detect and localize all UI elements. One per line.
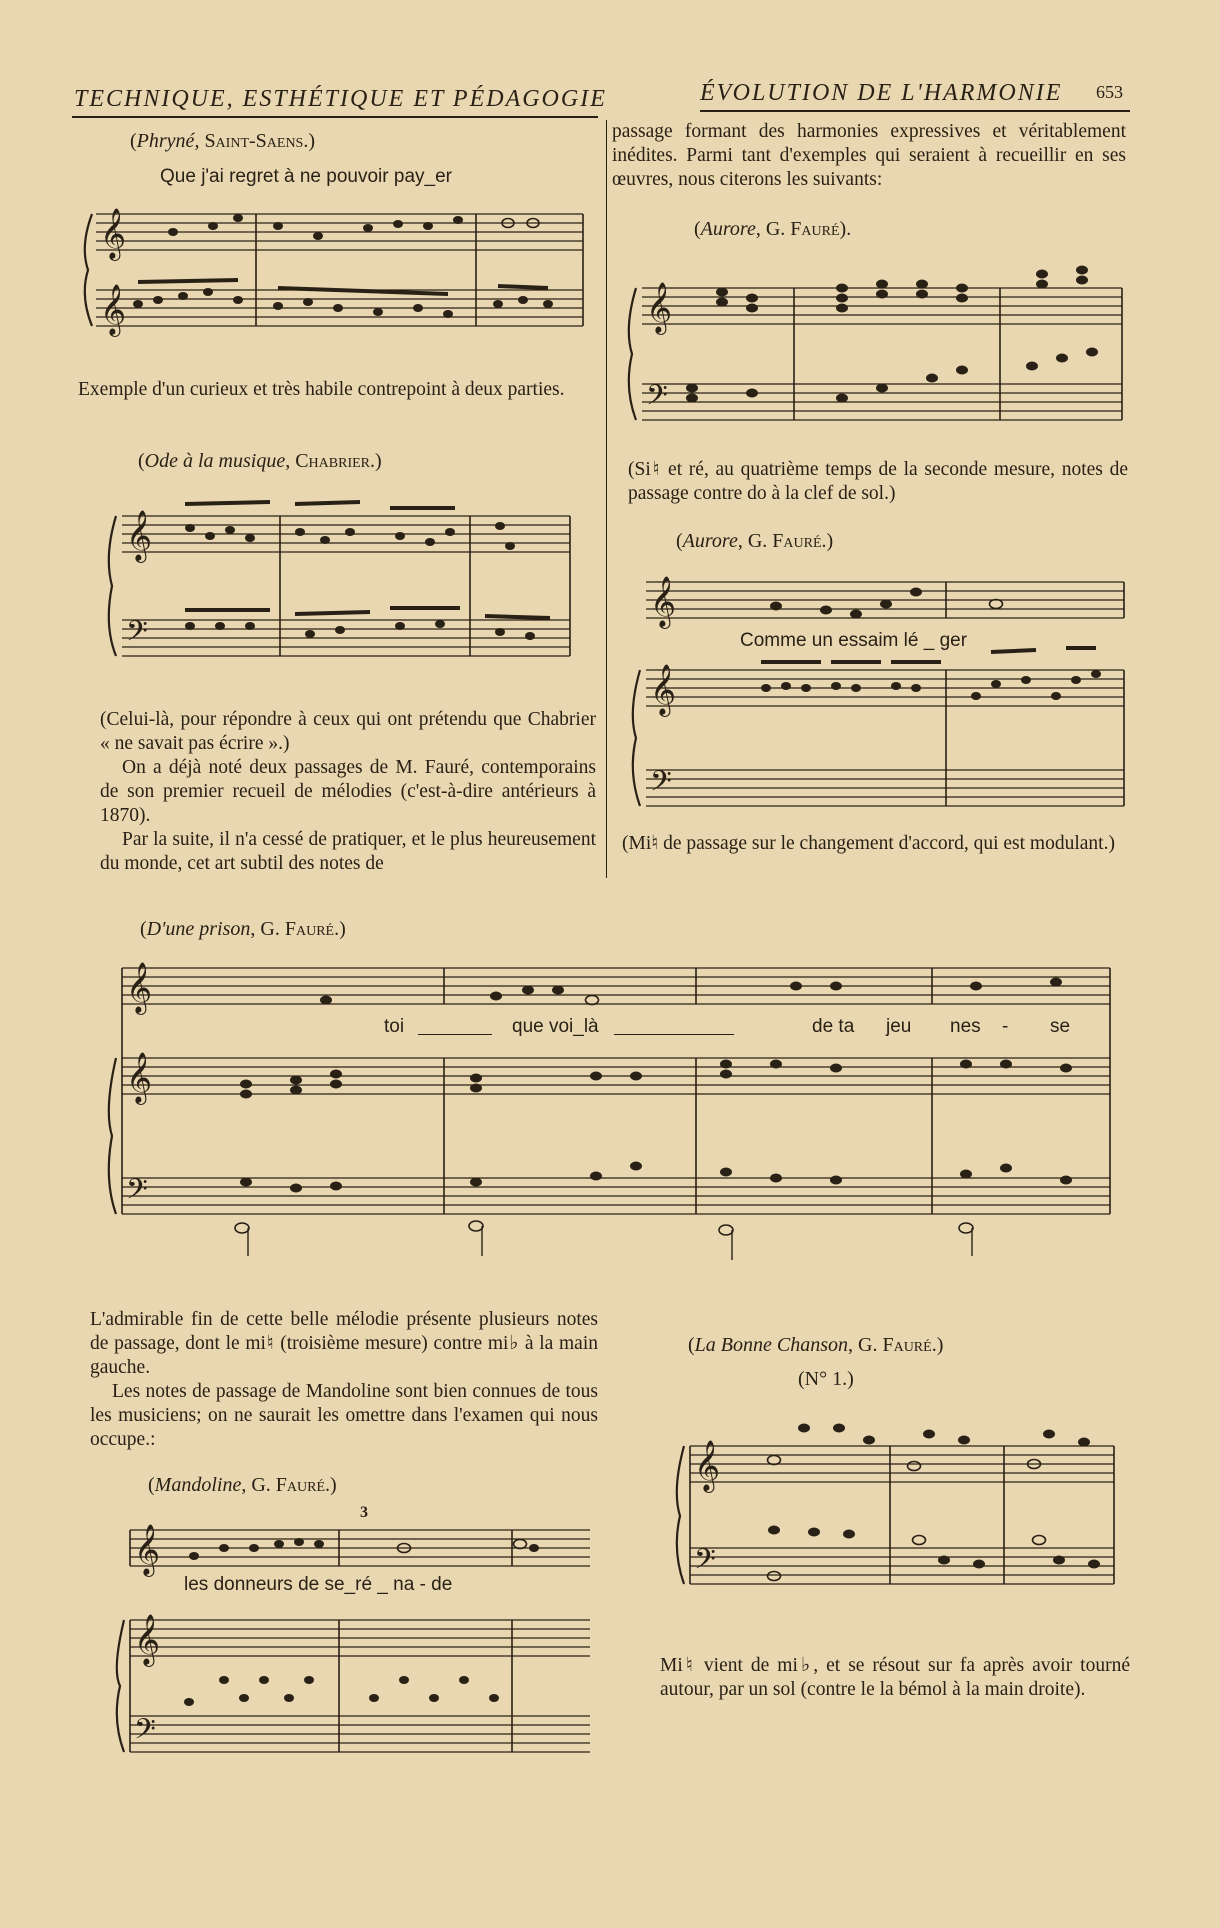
page-number: 653: [1096, 82, 1123, 102]
caption-bonne-chanson: (La Bonne Chanson, G. Fauré.): [688, 1334, 944, 1356]
lyric-extender-1: [418, 1034, 492, 1035]
caption-ode: (Ode à la musique, Chabrier.): [138, 450, 382, 472]
svg-text:𝄞: 𝄞: [134, 1614, 161, 1665]
svg-text:𝄞: 𝄞: [126, 962, 153, 1013]
svg-text:𝄞: 𝄞: [100, 208, 127, 259]
column-divider: [606, 120, 607, 878]
score-bonne-chanson: [664, 1400, 1120, 1630]
lyric-phryne: Que j'ai regret à ne pouvoir pay_er: [160, 166, 452, 187]
header-rule-left: [72, 116, 598, 118]
paragraph-3: On a déjà noté deux passages de M. Fauré, contemporains de son premier recueil de mélodies (c'est-à-dire antérieurs à 1870).: [100, 757, 596, 826]
svg-text:𝄢: 𝄢: [126, 615, 148, 655]
lyric-prison-6: -: [1002, 1016, 1009, 1037]
score-aurore-2: [616, 562, 1136, 832]
lyric-prison-3: de ta: [812, 1016, 855, 1037]
svg-text:𝄞: 𝄞: [100, 284, 127, 335]
svg-text:𝄢: 𝄢: [134, 1713, 156, 1753]
svg-text:𝄞: 𝄞: [126, 510, 153, 561]
svg-text:𝄞: 𝄞: [126, 1052, 153, 1103]
paragraph-4: Par la suite, il n'a cessé de pratiquer, et le plus heureusement du monde, cet art subtil des notes de: [100, 829, 596, 874]
score-aurore-1: [612, 248, 1132, 448]
lyric-prison-7: se: [1050, 1016, 1071, 1037]
svg-text:𝄞: 𝄞: [694, 1440, 721, 1491]
lyric-mandoline: les donneurs de se_ré _ na - de: [184, 1574, 453, 1595]
svg-text:𝄢: 𝄢: [650, 765, 672, 805]
caption-phryne: (Phryné, Saint-Saens.): [130, 130, 316, 152]
lyric-prison-1: toi: [384, 1016, 405, 1037]
paragraph-1: Exemple d'un curieux et très habile contrepoint à deux parties.: [78, 379, 565, 400]
triplet-marker: 3: [360, 1504, 368, 1521]
svg-text:𝄢: 𝄢: [646, 379, 668, 419]
svg-text:𝄞: 𝄞: [650, 576, 677, 627]
lyric-prison-5: nes: [950, 1016, 981, 1037]
paragraph-7: (Mi♮ de passage sur le changement d'accord, qui est modulant.): [622, 833, 1115, 854]
paragraph-8: L'admirable fin de cette belle mélodie présente plusieurs notes de passage, dont le mi♮ (troisième mesure) contre mi♭ à la main gauche.: [90, 1309, 598, 1378]
svg-text:𝄢: 𝄢: [126, 1173, 148, 1213]
paragraph-6: (Si♮ et ré, au quatrième temps de la seconde mesure, notes de passage contre do à la clef de sol.): [628, 459, 1128, 504]
lyric-aurore-2: Comme un essaim lé _ ger: [740, 630, 968, 651]
score-prison: [96, 960, 1132, 1270]
running-header-left: TECHNIQUE, ESTHÉTIQUE ET PÉDAGOGIE: [74, 86, 607, 112]
caption-number: (N° 1.): [798, 1368, 854, 1390]
caption-aurore-1: (Aurore, G. Fauré).: [694, 218, 852, 240]
paragraph-10: Mi♮ vient de mi♭, et se résout sur fa après avoir tourné autour, par un sol (contre le la bémol à la main droite).: [660, 1655, 1130, 1700]
lyric-prison-2: que voi_là: [512, 1016, 599, 1037]
caption-prison: (D'une prison, G. Fauré.): [140, 918, 346, 940]
caption-aurore-2: (Aurore, G. Fauré.): [676, 530, 834, 552]
svg-text:𝄢: 𝄢: [694, 1543, 716, 1583]
header-rule-right: [700, 110, 1130, 112]
caption-mandoline: (Mandoline, G. Fauré.): [148, 1474, 337, 1496]
score-mandoline: [104, 1520, 604, 1766]
lyric-extender-2: [614, 1034, 734, 1035]
score-phryne: [78, 196, 598, 346]
lyric-prison-4: jeu: [886, 1016, 912, 1037]
svg-text:𝄞: 𝄞: [650, 664, 677, 715]
svg-text:𝄞: 𝄞: [646, 282, 673, 333]
paragraph-5: passage formant des harmonies expressives et véritablement inédites. Parmi tant d'exemples qui seraient à recueillir en ses œuvres, nous citerons les suivants:: [612, 121, 1126, 190]
score-ode: [100, 486, 600, 686]
svg-text:𝄞: 𝄞: [134, 1524, 161, 1575]
paragraph-2: (Celui-là, pour répondre à ceux qui ont prétendu que Chabrier « ne savait pas écrire ».): [100, 709, 596, 754]
paragraph-9: Les notes de passage de Mandoline sont bien connues de tous les musiciens; on ne saurait les omettre dans l'examen qui nous occupe.:: [90, 1381, 598, 1450]
running-header-right: ÉVOLUTION DE L'HARMONIE: [700, 80, 1063, 106]
